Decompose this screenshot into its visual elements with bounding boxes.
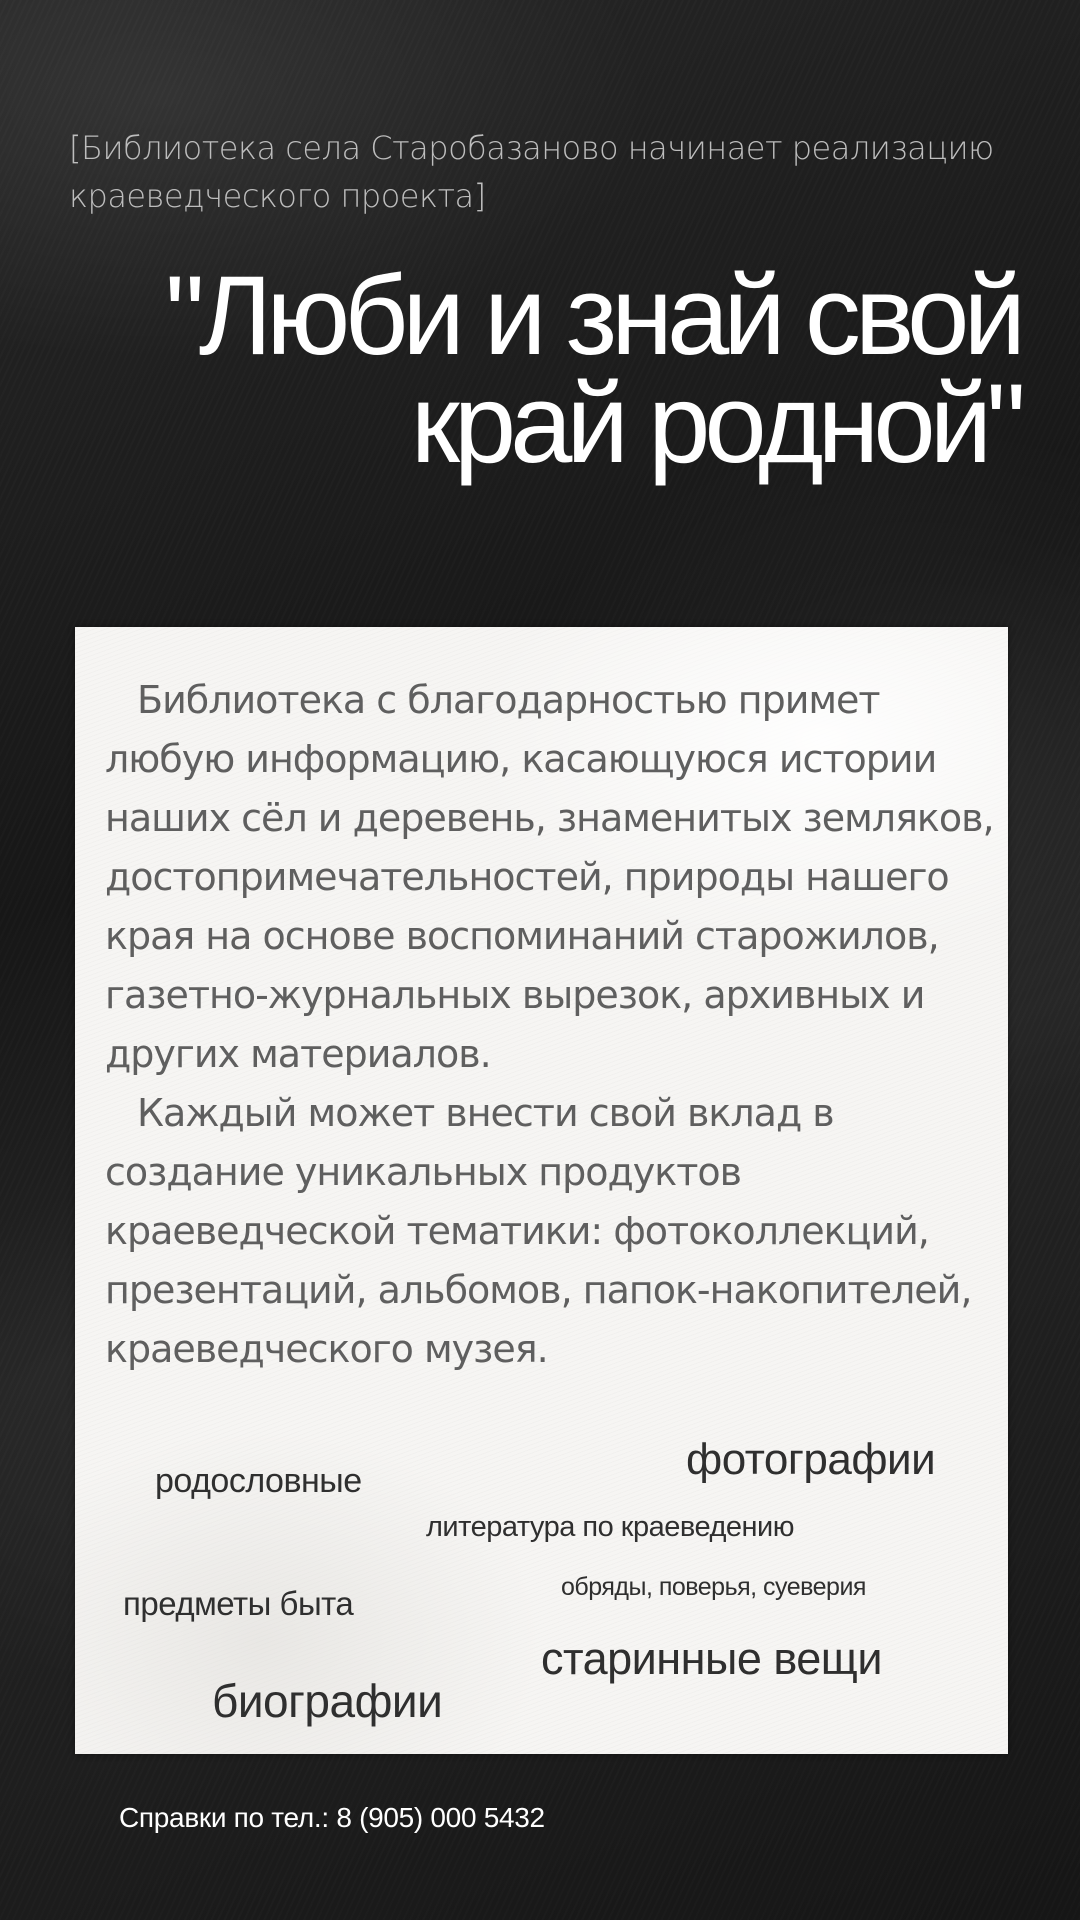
poster-title	[40, 253, 1020, 486]
info-paragraph-2: Каждый может внести свой вклад в создание уникальных продуктов краеведческой тематики: фотоколлекций, презентаций, альбомов, папок-накопителей, краеведческого музея.	[105, 1091, 972, 1371]
project-announcement: [Библиотека села Старобазаново начинает реализацию краеведческого проекта]	[69, 129, 994, 215]
contact-phone: Справки по тел.: 8 (905) 000 5432	[119, 1802, 545, 1833]
info-text	[105, 671, 995, 1379]
tag-local-history-literature: литература по краеведению	[426, 1511, 794, 1543]
tag-rituals-beliefs: обряды, поверья, суеверия	[561, 1573, 866, 1601]
tag-genealogy: родословные	[155, 1462, 362, 1500]
tag-biographies: биографии	[212, 1675, 443, 1727]
poster-title-line-2: край родной"	[410, 361, 1020, 486]
tag-antiques: старинные вещи	[541, 1633, 882, 1684]
tag-photos: фотографии	[686, 1435, 936, 1484]
info-card	[75, 627, 1008, 1754]
tag-household-items: предметы быта	[123, 1585, 354, 1622]
info-paragraph-1: Библиотека с благодарностью примет любую информацию, касающуюся истории наших сёл и деревень, знаменитых земляков, достопримечательностей, природы нашего края на основе воспоминаний старожилов, газетно-журнальных вырезок, архивных и других материалов.	[105, 678, 994, 1076]
poster-title-line-1: "Люби и знай свой	[164, 253, 1020, 378]
